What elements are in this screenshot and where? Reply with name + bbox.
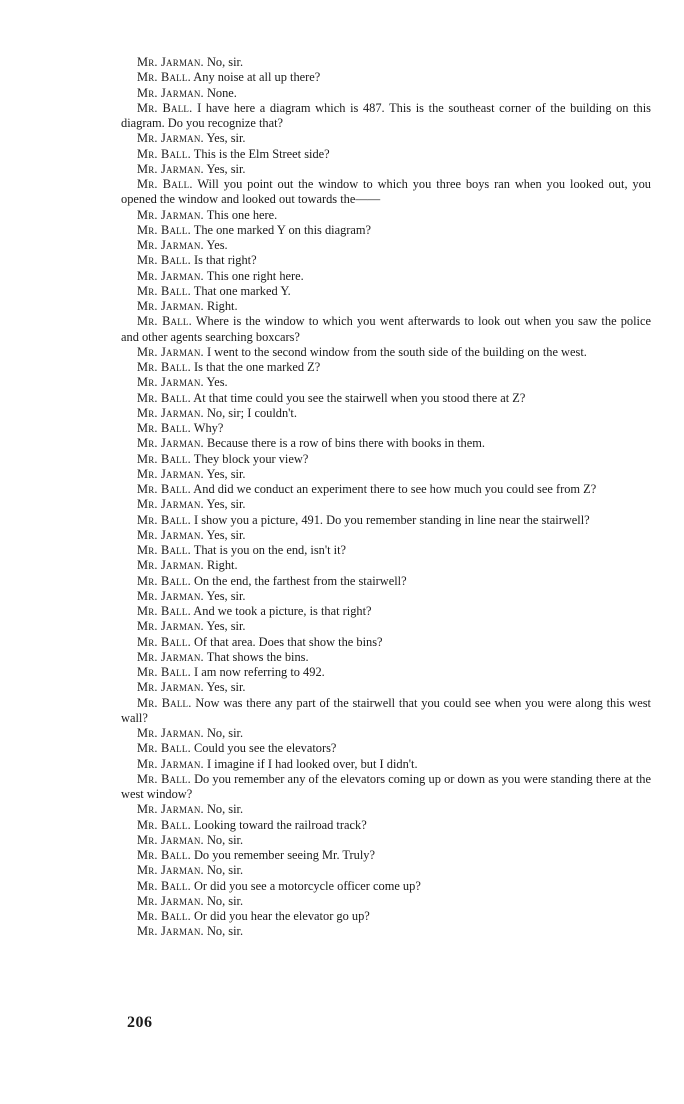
speaker-name: Mr. Ball. xyxy=(137,146,191,161)
speaker-name: Mr. Jarman. xyxy=(137,161,204,176)
testimony-line xyxy=(121,513,651,528)
testimony-text: That one marked Y. xyxy=(193,283,291,298)
testimony-text: Yes, sir. xyxy=(206,680,246,695)
speaker-name: Mr. Ball. xyxy=(137,512,191,527)
speaker-name: Mr. Jarman. xyxy=(137,726,204,740)
speaker-name: Mr. Jarman. xyxy=(137,299,204,313)
testimony-line xyxy=(121,696,651,727)
testimony-text: No, sir. xyxy=(206,726,244,740)
testimony-text: No, sir. xyxy=(206,55,244,69)
speaker-name: Mr. Jarman. xyxy=(137,85,204,100)
speaker-name: Mr. Jarman. xyxy=(137,238,204,252)
testimony-line xyxy=(121,604,651,619)
testimony-text: I show you a picture, 491. Do you remember standing in line near the stairwell? xyxy=(193,512,590,527)
testimony-text: Or did you hear the elevator go up? xyxy=(193,909,370,923)
testimony-text: Is that right? xyxy=(193,253,257,268)
testimony-line xyxy=(121,497,651,512)
speaker-name: Mr. Ball. xyxy=(137,390,191,405)
testimony-line xyxy=(121,177,651,208)
testimony-text: Yes. xyxy=(206,238,228,252)
testimony-text: That is you on the end, isn't it? xyxy=(193,543,347,557)
speaker-name: Mr. Ball. xyxy=(137,543,191,557)
testimony-text: This one right here. xyxy=(206,268,304,283)
speaker-name: Mr. Ball. xyxy=(137,848,191,862)
testimony-line xyxy=(121,909,651,924)
testimony-line xyxy=(121,894,651,909)
speaker-name: Mr. Ball. xyxy=(137,253,191,268)
testimony-line xyxy=(121,635,651,650)
speaker-name: Mr. Jarman. xyxy=(137,436,204,451)
testimony-line xyxy=(121,772,651,803)
testimony-text: On the end, the farthest from the stairwell? xyxy=(193,573,407,588)
testimony-text: Right. xyxy=(206,558,238,573)
testimony-text: Is that the one marked Z? xyxy=(193,360,321,374)
testimony-line xyxy=(121,131,651,146)
testimony-line xyxy=(121,726,651,741)
speaker-name: Mr. Ball. xyxy=(137,573,191,588)
speaker-name: Mr. Jarman. xyxy=(137,207,204,222)
testimony-line xyxy=(121,558,651,573)
testimony-text: I imagine if I had looked over, but I didn't. xyxy=(206,756,418,771)
testimony-line xyxy=(121,436,651,451)
testimony-text: No, sir. xyxy=(206,893,244,908)
testimony-line xyxy=(121,375,651,390)
testimony-text: Looking toward the railroad track? xyxy=(193,817,367,832)
testimony-line xyxy=(121,55,651,70)
testimony-line xyxy=(121,741,651,756)
speaker-name: Mr. Jarman. xyxy=(137,55,204,69)
testimony-line xyxy=(121,680,651,695)
speaker-name: Mr. Jarman. xyxy=(137,466,204,481)
testimony-line xyxy=(121,818,651,833)
testimony-line xyxy=(121,70,651,85)
testimony-line xyxy=(121,360,651,375)
testimony-line xyxy=(121,848,651,863)
testimony-text: No, sir. xyxy=(206,924,244,939)
testimony-text: Yes, sir. xyxy=(206,527,246,542)
speaker-name: Mr. Jarman. xyxy=(137,405,204,420)
testimony-text: The one marked Y on this diagram? xyxy=(193,222,372,237)
testimony-line xyxy=(121,253,651,268)
testimony-text: Yes, sir. xyxy=(206,466,246,481)
testimony-text: Or did you see a motorcycle officer come up? xyxy=(193,878,421,893)
speaker-name: Mr. Ball. xyxy=(137,451,191,466)
speaker-name: Mr. Jarman. xyxy=(137,680,204,695)
speaker-name: Mr. Ball. xyxy=(137,482,191,496)
testimony-line xyxy=(121,391,651,406)
speaker-name: Mr. Jarman. xyxy=(137,619,204,634)
testimony-text: Why? xyxy=(193,421,224,435)
testimony-text: Of that area. Does that show the bins? xyxy=(193,634,383,649)
testimony-text: At that time could you see the stairwell when you stood there at Z? xyxy=(193,390,526,405)
testimony-text: Could you see the elevators? xyxy=(193,741,337,756)
testimony-line xyxy=(121,574,651,589)
speaker-name: Mr. Jarman. xyxy=(137,893,204,908)
testimony-text: No, sir; I couldn't. xyxy=(206,405,297,420)
testimony-line xyxy=(121,833,651,848)
testimony-text: Yes, sir. xyxy=(206,131,246,146)
testimony-text: Do you remember seeing Mr. Truly? xyxy=(193,848,376,862)
testimony-line xyxy=(121,269,651,284)
testimony-text: That shows the bins. xyxy=(206,649,309,664)
testimony-line xyxy=(121,147,651,162)
testimony-text: Right. xyxy=(206,299,238,313)
testimony-line xyxy=(121,406,651,421)
speaker-name: Mr. Jarman. xyxy=(137,832,204,847)
testimony-line xyxy=(121,589,651,604)
testimony-line xyxy=(121,863,651,878)
testimony-text: Because there is a row of bins there with books in them. xyxy=(206,436,485,451)
testimony-text: And did we conduct an experiment there to see how much you could see from Z? xyxy=(193,482,597,496)
speaker-name: Mr. Ball. xyxy=(137,634,191,649)
speaker-name: Mr. Ball. xyxy=(137,283,191,298)
speaker-name: Mr. Jarman. xyxy=(137,756,204,771)
testimony-line xyxy=(121,223,651,238)
testimony-line xyxy=(121,299,651,314)
speaker-name: Mr. Jarman. xyxy=(137,131,204,146)
speaker-name: Mr. Ball. xyxy=(137,878,191,893)
testimony-text: Yes, sir. xyxy=(206,588,246,603)
testimony-line xyxy=(121,101,651,132)
testimony-line xyxy=(121,665,651,680)
testimony-line xyxy=(121,314,651,345)
speaker-name: Mr. Jarman. xyxy=(137,497,204,512)
testimony-line xyxy=(121,284,651,299)
testimony-line xyxy=(121,86,651,101)
testimony-line xyxy=(121,467,651,482)
speaker-name: Mr. Jarman. xyxy=(137,268,204,283)
speaker-name: Mr. Ball. xyxy=(137,909,191,923)
testimony-text: This is the Elm Street side? xyxy=(193,146,330,161)
testimony-text: Will you point out the window to which you three boys ran when you looked out, you opened the window and looked out towards the—— xyxy=(121,177,652,207)
testimony-line xyxy=(121,757,651,772)
testimony-text: Where is the window to which you went afterwards to look out when you saw the police and other agents searching boxcars? xyxy=(121,314,651,344)
testimony-text: They block your view? xyxy=(193,451,309,466)
testimony-line xyxy=(121,482,651,497)
testimony-text: I went to the second window from the south side of the building on the west. xyxy=(206,344,587,359)
testimony-line xyxy=(121,619,651,634)
testimony-line xyxy=(121,238,651,253)
testimony-line xyxy=(121,208,651,223)
testimony-text: I am now referring to 492. xyxy=(193,665,325,679)
testimony-line xyxy=(121,528,651,543)
speaker-name: Mr. Jarman. xyxy=(137,588,204,603)
testimony-line xyxy=(121,924,651,939)
testimony-transcript xyxy=(121,55,651,940)
testimony-line xyxy=(121,543,651,558)
speaker-name: Mr. Ball. xyxy=(137,421,191,435)
testimony-line xyxy=(121,421,651,436)
testimony-text: None. xyxy=(206,85,237,100)
testimony-line xyxy=(121,162,651,177)
speaker-name: Mr. Ball. xyxy=(137,360,191,374)
speaker-name: Mr. Jarman. xyxy=(137,527,204,542)
speaker-name: Mr. Ball. xyxy=(137,177,193,191)
speaker-name: Mr. Jarman. xyxy=(137,375,204,390)
testimony-text: Yes, sir. xyxy=(206,161,246,176)
testimony-line xyxy=(121,802,651,817)
speaker-name: Mr. Ball. xyxy=(137,665,191,679)
speaker-name: Mr. Ball. xyxy=(137,70,191,85)
testimony-text: Any noise at all up there? xyxy=(193,70,321,85)
testimony-text: And we took a picture, is that right? xyxy=(193,604,372,618)
testimony-text: No, sir. xyxy=(206,802,244,817)
speaker-name: Mr. Jarman. xyxy=(137,344,204,359)
testimony-line xyxy=(121,452,651,467)
testimony-line xyxy=(121,879,651,894)
speaker-name: Mr. Jarman. xyxy=(137,924,204,939)
testimony-text: Now was there any part of the stairwell that you could see when you were along this west wall? xyxy=(121,695,651,725)
speaker-name: Mr. Ball. xyxy=(137,817,191,832)
page-number: 206 xyxy=(127,1014,153,1031)
testimony-text: Yes, sir. xyxy=(206,619,246,634)
testimony-text: This one here. xyxy=(206,207,278,222)
speaker-name: Mr. Ball. xyxy=(137,100,193,115)
testimony-text: Yes, sir. xyxy=(206,497,246,512)
speaker-name: Mr. Ball. xyxy=(137,604,191,618)
speaker-name: Mr. Jarman. xyxy=(137,863,204,878)
speaker-name: Mr. Ball. xyxy=(137,771,191,786)
testimony-text: Do you remember any of the elevators coming up or down as you were standing there at the west window? xyxy=(121,771,651,801)
speaker-name: Mr. Ball. xyxy=(137,741,191,756)
testimony-text: Yes. xyxy=(206,375,228,390)
speaker-name: Mr. Jarman. xyxy=(137,558,204,573)
speaker-name: Mr. Ball. xyxy=(137,222,191,237)
testimony-text: No, sir. xyxy=(206,863,244,878)
testimony-line xyxy=(121,345,651,360)
testimony-line xyxy=(121,650,651,665)
testimony-text: I have here a diagram which is 487. This is the southeast corner of the building on this diagram. Do you recognize that? xyxy=(121,100,652,130)
speaker-name: Mr. Jarman. xyxy=(137,649,204,664)
speaker-name: Mr. Ball. xyxy=(137,314,192,329)
speaker-name: Mr. Jarman. xyxy=(137,802,204,817)
speaker-name: Mr. Ball. xyxy=(137,695,192,710)
testimony-text: No, sir. xyxy=(206,832,244,847)
